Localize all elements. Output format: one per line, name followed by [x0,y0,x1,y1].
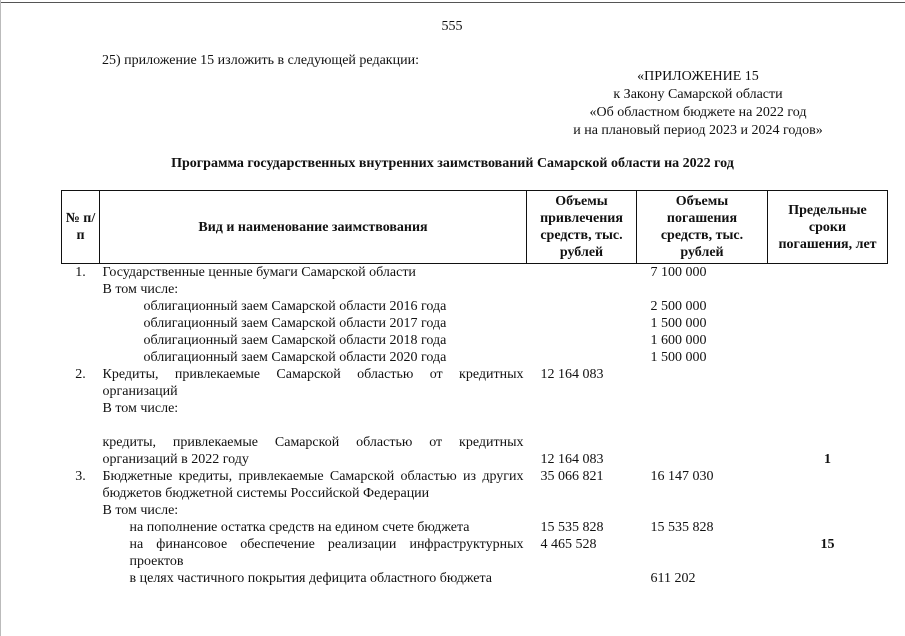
row-repay: 1 600 000 [650,333,707,348]
row-repay: 15 535 828 [650,520,714,535]
table-row [62,570,888,587]
row-name: на пополнение остатка средств на едином счете бюджета [129,520,470,535]
row-repay: 2 500 000 [650,299,707,314]
row-repay: 1 500 000 [650,316,707,331]
row-name: В том числе: [102,503,179,518]
row-name: В том числе: [102,282,179,297]
row-num: 3. [75,469,86,484]
table-row [62,366,888,400]
appendix-line-2: к Закону Самарской области [613,87,783,102]
row-attract [527,570,637,587]
row-name: Государственные ценные бумаги Самарской области [102,265,416,280]
row-name: Бюджетные кредиты, привлекаемые Самарской областью из других бюджетов бюджетной системы Российской Федерации [102,469,524,501]
row-num [62,349,100,366]
header-name: Вид и наименование заимствования [100,191,527,264]
row-attract [527,315,637,332]
page-number: 555 [441,19,463,34]
row-term [768,570,888,587]
row-term [768,502,888,519]
row-attract [527,298,637,315]
row-name: облигационный заем Самарской области 2017 года [143,316,447,331]
row-attract: 15 535 828 [540,520,604,535]
row-num [62,519,100,536]
row-num [62,570,100,587]
table-row [62,519,888,536]
row-term [768,349,888,366]
row-num [62,502,100,519]
row-attract: 12 164 083 [540,367,604,382]
row-name: В том числе: [102,401,179,416]
row-name: облигационный заем Самарской области 2020 года [143,350,447,365]
row-num [62,417,100,468]
table-row [62,281,888,298]
row-repay [637,400,768,417]
appendix-header [548,68,848,140]
row-num [62,536,100,570]
table-row [62,264,888,282]
row-attract [527,417,637,468]
row-name [100,417,527,468]
intro-paragraph: 25) приложение 15 изложить в следующей редакции: [102,53,419,68]
row-term-text: 1 [824,452,831,467]
row-term [768,366,888,400]
header-repay: Объемы погашения средств, тыс. рублей [637,191,768,264]
row-repay [637,417,768,468]
row-name: на финансовое обеспечение реализации инфраструктурных проектов [129,537,524,569]
scan-edge-top [0,2,905,3]
appendix-line-3: «Об областном бюджете на 2022 год [589,105,807,120]
row-attract [527,349,637,366]
row-repay: 16 147 030 [650,469,714,484]
row-term: 15 [820,537,835,552]
table-row [62,400,888,417]
row-term [768,468,888,502]
appendix-line-4: и на плановый период 2023 и 2024 годов» [573,123,823,138]
row-term [768,400,888,417]
header-num: № п/п [62,191,100,264]
header-attract: Объемы привлечения средств, тыс. рублей [527,191,637,264]
row-term [768,315,888,332]
row-term [768,332,888,349]
scan-edge-left [0,0,1,636]
row-num: 1. [75,265,86,280]
row-name-text: кредиты, привлекаемые Самарской областью от кредитных организаций в 2022 году [102,435,524,467]
row-repay [637,502,768,519]
row-attract-text: 12 164 083 [540,452,604,467]
row-name: облигационный заем Самарской области 2016 года [143,299,447,314]
borrowing-program-table [61,190,888,587]
row-attract [527,400,637,417]
row-repay: 7 100 000 [650,265,707,280]
table-row [62,417,888,468]
appendix-line-1: «ПРИЛОЖЕНИЕ 15 [637,69,759,84]
row-term [768,519,888,536]
row-num [62,281,100,298]
row-attract [527,281,637,298]
table-row [62,349,888,366]
row-attract [527,502,637,519]
row-repay [637,366,768,400]
row-repay: 611 202 [650,571,696,586]
table-header-row [62,191,888,264]
row-repay: 1 500 000 [650,350,707,365]
table-row [62,536,888,570]
row-attract [527,332,637,349]
row-term [768,264,888,282]
table-row [62,502,888,519]
row-attract: 35 066 821 [540,469,604,484]
table-row [62,315,888,332]
row-term [768,281,888,298]
table-row [62,468,888,502]
table-row [62,332,888,349]
row-num: 2. [75,367,86,382]
table-row [62,298,888,315]
row-repay [637,281,768,298]
row-attract: 4 465 528 [540,537,597,552]
row-num [62,298,100,315]
header-term: Предельные сроки погашения, лет [768,191,888,264]
row-repay [637,536,768,570]
row-name: облигационный заем Самарской области 2018 года [143,333,447,348]
row-attract [527,264,637,282]
row-num [62,332,100,349]
row-num [62,400,100,417]
row-term [768,298,888,315]
document-title: Программа государственных внутренних заимствований Самарской области на 2022 год [171,156,734,171]
row-num [62,315,100,332]
row-name: Кредиты, привлекаемые Самарской областью от кредитных организаций [102,367,524,399]
row-term [768,417,888,468]
row-name: в целях частичного покрытия дефицита областного бюджета [129,571,492,586]
